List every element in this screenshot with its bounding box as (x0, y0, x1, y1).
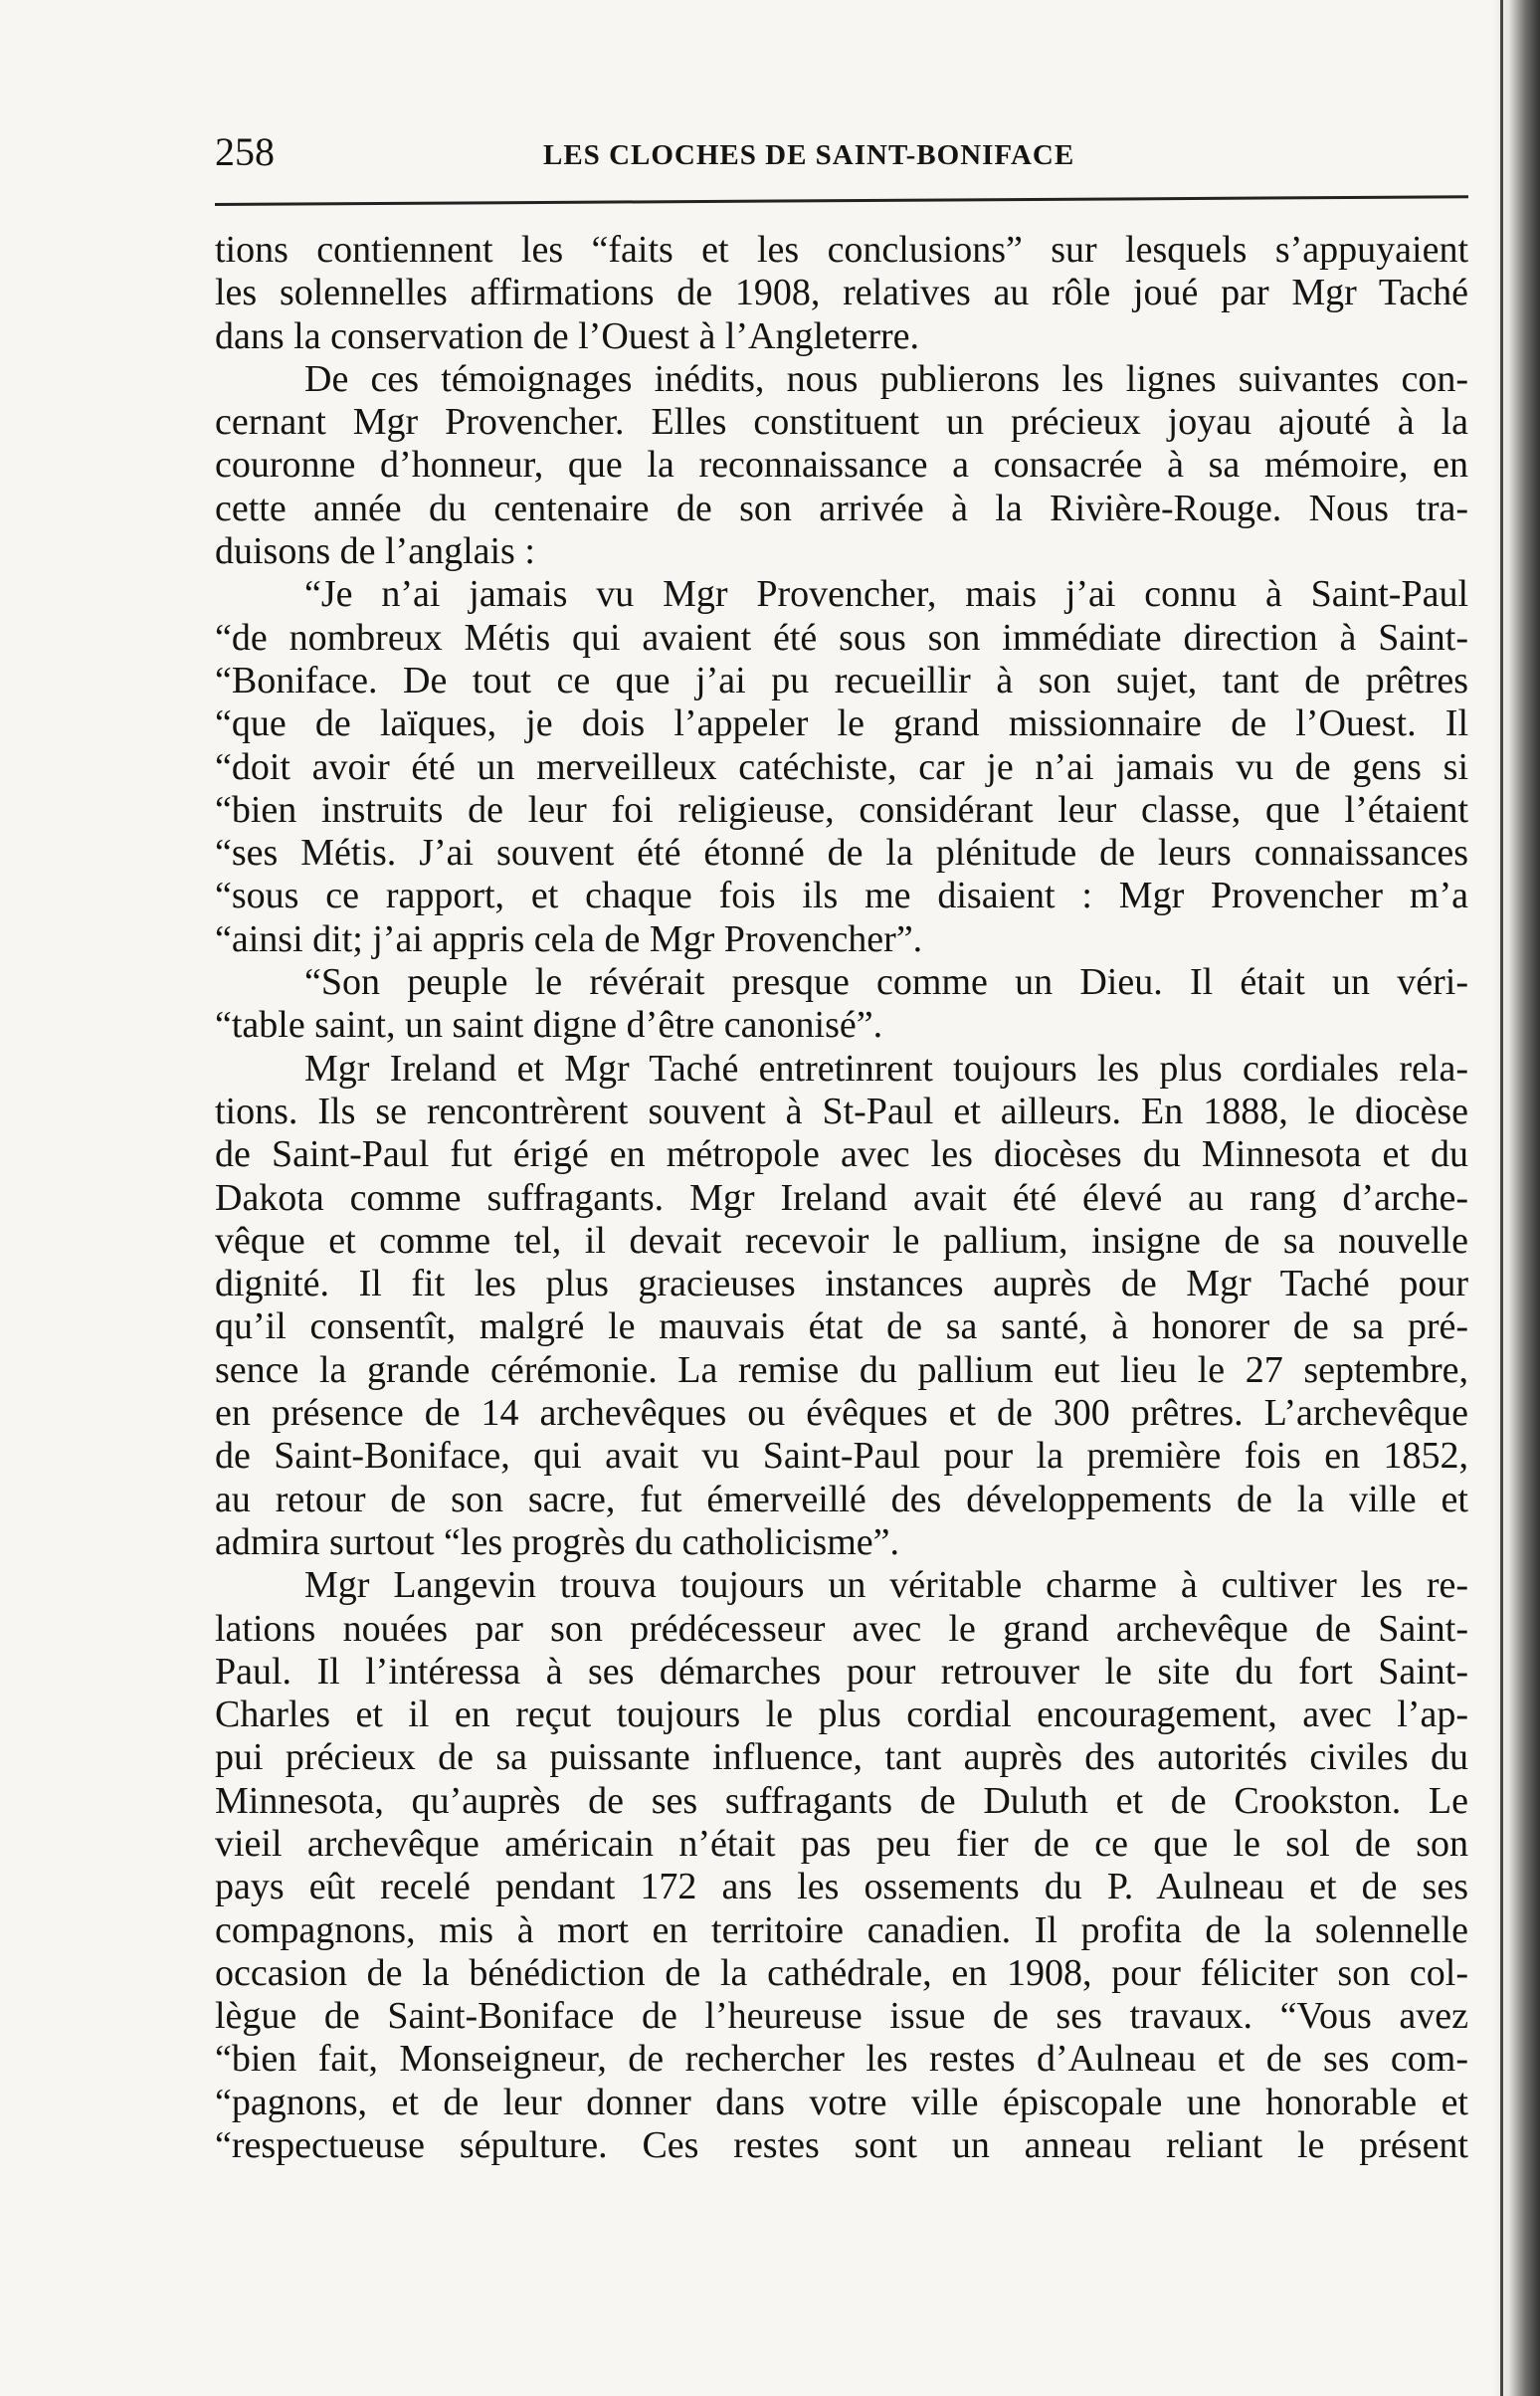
text-line: “pagnons, et de leur donner dans votre ville épiscopale une honorable et (215, 2081, 1468, 2123)
text-line: Mgr Ireland et Mgr Taché entretinrent toujours les plus cordiales rela- (304, 1047, 1468, 1090)
text-line: “Je n’ai jamais vu Mgr Provencher, mais j’ai connu à Saint-Paul (304, 573, 1468, 616)
body-text (215, 229, 1468, 2167)
text-line: de Saint-Boniface, qui avait vu Saint-Paul pour la première fois en 1852, (215, 1435, 1468, 1478)
text-line: qu’il consentît, malgré le mauvais état de sa santé, à honorer de sa pré- (215, 1305, 1468, 1348)
text-line: dignité. Il fit les plus gracieuses instances auprès de Mgr Taché pour (215, 1263, 1468, 1305)
text-line: couronne d’honneur, que la reconnaissance a consacrée à sa mémoire, en (215, 444, 1468, 487)
text-line: au retour de son sacre, fut émerveillé des développements de la ville et (215, 1478, 1468, 1520)
text-line: Dakota comme suffragants. Mgr Ireland avait été élevé au rang d’arche- (215, 1176, 1468, 1219)
running-title: LES CLOCHES DE SAINT-BONIFACE (543, 139, 1075, 171)
text-line: Minnesota, qu’auprès de ses suffragants de Duluth et de Crookston. Le (215, 1779, 1468, 1822)
text-line: “Son peuple le révérait presque comme un Dieu. Il était un véri- (304, 961, 1468, 1004)
text-line: “doit avoir été un merveilleux catéchiste, car je n’ai jamais vu de gens si (215, 745, 1468, 788)
text-line: vieil archevêque américain n’était pas peu fier de ce que le sol de son (215, 1822, 1468, 1865)
text-line: “ses Métis. J’ai souvent été étonné de la plénitude de leurs connaissances (215, 832, 1468, 875)
text-line: vêque et comme tel, il devait recevoir le pallium, insigne de sa nouvelle (215, 1219, 1468, 1262)
text-line: “respectueuse sépulture. Ces restes sont un anneau reliant le présent (215, 2124, 1468, 2167)
text-line: tions contiennent les “faits et les conclusions” sur lesquels s’appuyaient (215, 229, 1468, 271)
text-line: pui précieux de sa puissante influence, tant auprès des autorités civiles du (215, 1736, 1468, 1779)
text-line: tions. Ils se rencontrèrent souvent à St-Paul et ailleurs. En 1888, le diocèse (215, 1090, 1468, 1132)
text-line: Mgr Langevin trouva toujours un véritable charme à cultiver les re- (304, 1564, 1468, 1607)
text-line: admira surtout “les progrès du catholicisme”. (215, 1520, 900, 1563)
text-line: lègue de Saint-Boniface de l’heureuse issue de ses travaux. “Vous avez (215, 1995, 1468, 2038)
text-line: “table saint, un saint digne d’être canonisé”. (215, 1004, 883, 1047)
text-line: “de nombreux Métis qui avaient été sous son immédiate direction à Saint- (215, 616, 1468, 659)
text-line: “Boniface. De tout ce que j’ai pu recueillir à son sujet, tant de prêtres (215, 659, 1468, 701)
page-edge-line (1500, 0, 1503, 2396)
text-line: cette année du centenaire de son arrivée à la Rivière-Rouge. Nous tra- (215, 487, 1468, 529)
text-line: cernant Mgr Provencher. Elles constituent un précieux joyau ajouté à la (215, 401, 1468, 444)
text-line: les solennelles affirmations de 1908, relatives au rôle joué par Mgr Taché (215, 272, 1468, 314)
text-line: Paul. Il l’intéressa à ses démarches pour retrouver le site du fort Saint- (215, 1650, 1468, 1693)
text-line: De ces témoignages inédits, nous publierons les lignes suivantes con- (304, 357, 1468, 400)
page-number: 258 (215, 129, 275, 174)
header-rule (215, 195, 1468, 206)
text-line: duisons de l’anglais : (215, 530, 535, 573)
text-line: en présence de 14 archevêques ou évêques et de 300 prêtres. L’archevêque (215, 1392, 1468, 1435)
text-line: “que de laïques, je dois l’appeler le grand missionnaire de l’Ouest. Il (215, 702, 1468, 745)
page-header (215, 127, 1468, 187)
text-line: dans la conservation de l’Ouest à l’Angleterre. (215, 314, 920, 357)
text-line: occasion de la bénédiction de la cathédrale, en 1908, pour féliciter son col- (215, 1951, 1468, 1994)
text-line: pays eût recelé pendant 172 ans les ossements du P. Aulneau et de ses (215, 1866, 1468, 1908)
text-line: Charles et il en reçut toujours le plus cordial encouragement, avec l’ap- (215, 1694, 1468, 1736)
text-line: “ainsi dit; j’ai appris cela de Mgr Provencher”. (215, 917, 923, 960)
text-line: sence la grande cérémonie. La remise du pallium eut lieu le 27 septembre, (215, 1348, 1468, 1391)
text-line: “bien fait, Monseigneur, de rechercher les restes d’Aulneau et de ses com- (215, 2038, 1468, 2081)
text-line: lations nouées par son prédécesseur avec le grand archevêque de Saint- (215, 1607, 1468, 1650)
text-line: “bien instruits de leur foi religieuse, considérant leur classe, que l’étaient (215, 788, 1468, 831)
text-line: compagnons, mis à mort en territoire canadien. Il profita de la solennelle (215, 1908, 1468, 1951)
text-line: “sous ce rapport, et chaque fois ils me disaient : Mgr Provencher m’a (215, 875, 1468, 917)
text-line: de Saint-Paul fut érigé en métropole avec les diocèses du Minnesota et du (215, 1133, 1468, 1176)
